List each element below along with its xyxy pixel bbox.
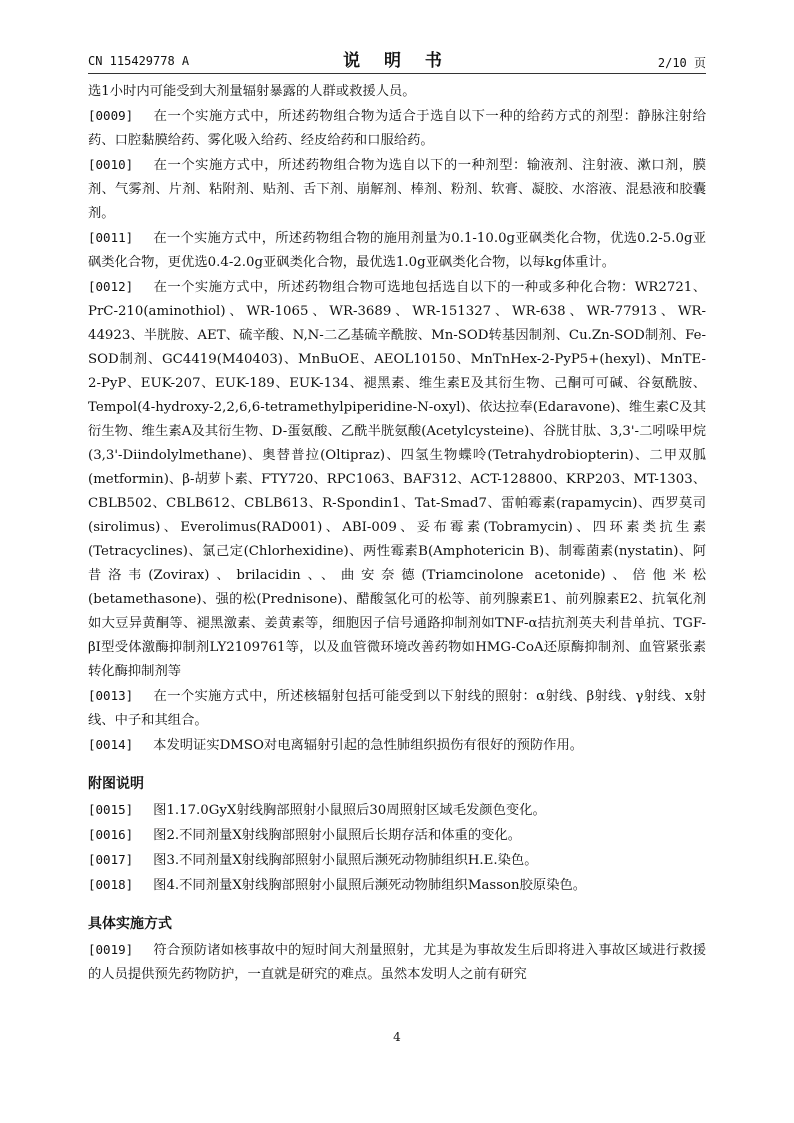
paragraph-0009 bbox=[88, 104, 706, 153]
paragraph-0014 bbox=[88, 733, 706, 758]
paragraph-0012 bbox=[88, 275, 706, 684]
document-title: 说 明 书 bbox=[343, 51, 451, 71]
publication-number: CN 115429778 A bbox=[88, 54, 190, 68]
paragraph-number: [0019] bbox=[88, 942, 134, 957]
paragraph-text: 选1小时内可能受到大剂量辐射暴露的人群或救援人员。 bbox=[88, 84, 416, 99]
paragraph-number: [0015] bbox=[88, 802, 134, 817]
paragraph-text: 在一个实施方式中，所述药物组合物可选地包括选自以下的一种或多种化合物：WR2721、PrC-210(aminothiol)、WR-1065、WR-3689、WR-151327、WR-638、WR-77913、WR-44923、半胱胺、AET、硫辛酸、N,N-二乙基硫辛酰胺、Mn-SOD转基因制剂、Cu.Zn-SOD制剂、Fe-SOD制剂、GC4419(M40403)、MnBuOE、AEOL10150、MnTnHex-2-PyP5+(hexyl)、MnTE-2-PyP、EUK-207、EUK-189、EUK-134、褪黑素、维生素E及其衍生物、己酮可可碱、谷氨酰胺、Tempol(4-hydroxy-2,2,6,6-tetramethylpiperidine-N-oxyl)、依达拉奉(Edaravone)、维生素C及其衍生物、维生素A及其衍生物、D-蛋氨酸、乙酰半胱氨酸(Acetylcysteine)、谷胱甘肽、3,3'-二吲哚甲烷(3,3'-Diindolylmethane)、奥替普拉(Oltipraz)、四氢生物蝶呤(Tetrahydrobiopterin)、二甲双胍(metformin)、β-胡萝卜素、FTY720、RPC1063、BAF312、ACT-128800、KRP203、MT-1303、CBLB502、CBLB612、CBLB613、R-Spondin1、Tat-Smad7、雷帕霉素(rapamycin)、西罗莫司(sirolimus)、Everolimus(RAD001)、ABI-009、妥布霉素(Tobramycin)、四环素类抗生素(Tetracyclines)、氯己定(Chlorhexidine)、两性霉素B(Amphotericin B)、制霉菌素(nystatin)、阿昔洛韦(Zovirax)、brilacidin、、曲安奈德(Triamcinolone acetonide)、倍他米松(betamethasone)、强的松(Prednisone)、醋酸氢化可的松等、前列腺素E1、前列腺素E2、抗氧化剂如大豆异黄酮等、褪黑激素、姜黄素等，细胞因子信号通路抑制剂如TNF-α拮抗剂英夫利昔单抗、TGF-βI型受体激酶抑制剂LY2109761等，以及血管微环境改善药物如HMG-CoA还原酶抑制剂、血管紧张素转化酶抑制剂等 bbox=[88, 280, 706, 679]
page-number: 4 bbox=[393, 1030, 401, 1044]
paragraph-number: [0017] bbox=[88, 852, 134, 867]
figure-item-0017 bbox=[88, 848, 706, 873]
figure-caption: 图1.17.0GyX射线胸部照射小鼠照后30周照射区域毛发颜色变化。 bbox=[153, 803, 546, 818]
figure-caption: 图2.不同剂量X射线胸部照射小鼠照后长期存活和体重的变化。 bbox=[153, 828, 522, 843]
header-divider bbox=[88, 73, 706, 74]
document-body bbox=[88, 80, 706, 987]
paragraph-text: 符合预防诸如核事故中的短时间大剂量照射，尤其是为事故发生后即将进入事故区域进行救援的人员提供预先药物防护，一直就是研究的难点。虽然本发明人之前有研究 bbox=[88, 943, 706, 982]
paragraph-text: 在一个实施方式中，所述药物组合物的施用剂量为0.1-10.0g亚砜类化合物，优选0.2-5.0g亚砜类化合物，更优选0.4-2.0g亚砜类化合物，最优选1.0g亚砜类化合物，以每kg体重计。 bbox=[88, 231, 706, 270]
paragraph-text: 在一个实施方式中，所述药物组合物为选自以下的一种剂型：输液剂、注射液、漱口剂，膜剂、气雾剂、片剂、粘附剂、贴剂、舌下剂、崩解剂、棒剂、粉剂、软膏、凝胶、水溶液、混悬液和胶囊剂。 bbox=[88, 158, 706, 221]
figure-caption: 图3.不同剂量X射线胸部照射小鼠照后濒死动物肺组织H.E.染色。 bbox=[153, 853, 538, 868]
paragraph-number: [0011] bbox=[88, 230, 134, 245]
paragraph-number: [0014] bbox=[88, 737, 134, 752]
paragraph-0013 bbox=[88, 684, 706, 733]
page-header bbox=[88, 44, 706, 74]
figure-item-0016 bbox=[88, 823, 706, 848]
figures-section-heading: 附图说明 bbox=[88, 776, 144, 792]
paragraph-number: [0009] bbox=[88, 108, 134, 123]
paragraph-number: [0016] bbox=[88, 827, 134, 842]
embodiments-section-heading: 具体实施方式 bbox=[88, 916, 172, 932]
paragraph-0019 bbox=[88, 938, 706, 987]
paragraph-number: [0013] bbox=[88, 688, 134, 703]
paragraph-0010 bbox=[88, 153, 706, 226]
paragraph-0011 bbox=[88, 226, 706, 275]
figure-item-0015 bbox=[88, 798, 706, 823]
paragraph-text: 本发明证实DMSO对电离辐射引起的急性肺组织损伤有很好的预防作用。 bbox=[153, 738, 584, 753]
page-of-count: 2/10 页 bbox=[657, 56, 706, 70]
paragraph-text: 在一个实施方式中，所述药物组合物为适合于选自以下一种的给药方式的剂型：静脉注射给药、口腔黏膜给药、雾化吸入给药、经皮给药和口服给药。 bbox=[88, 109, 706, 148]
paragraph-number: [0012] bbox=[88, 279, 134, 294]
figure-item-0018 bbox=[88, 873, 706, 898]
paragraph-text: 在一个实施方式中，所述核辐射包括可能受到以下射线的照射：α射线、β射线、γ射线、x射线、中子和其组合。 bbox=[88, 689, 706, 728]
paragraph-continuation bbox=[88, 80, 706, 104]
paragraph-number: [0010] bbox=[88, 157, 134, 172]
paragraph-number: [0018] bbox=[88, 877, 134, 892]
figure-caption: 图4.不同剂量X射线胸部照射小鼠照后濒死动物肺组织Masson胶原染色。 bbox=[153, 878, 587, 893]
